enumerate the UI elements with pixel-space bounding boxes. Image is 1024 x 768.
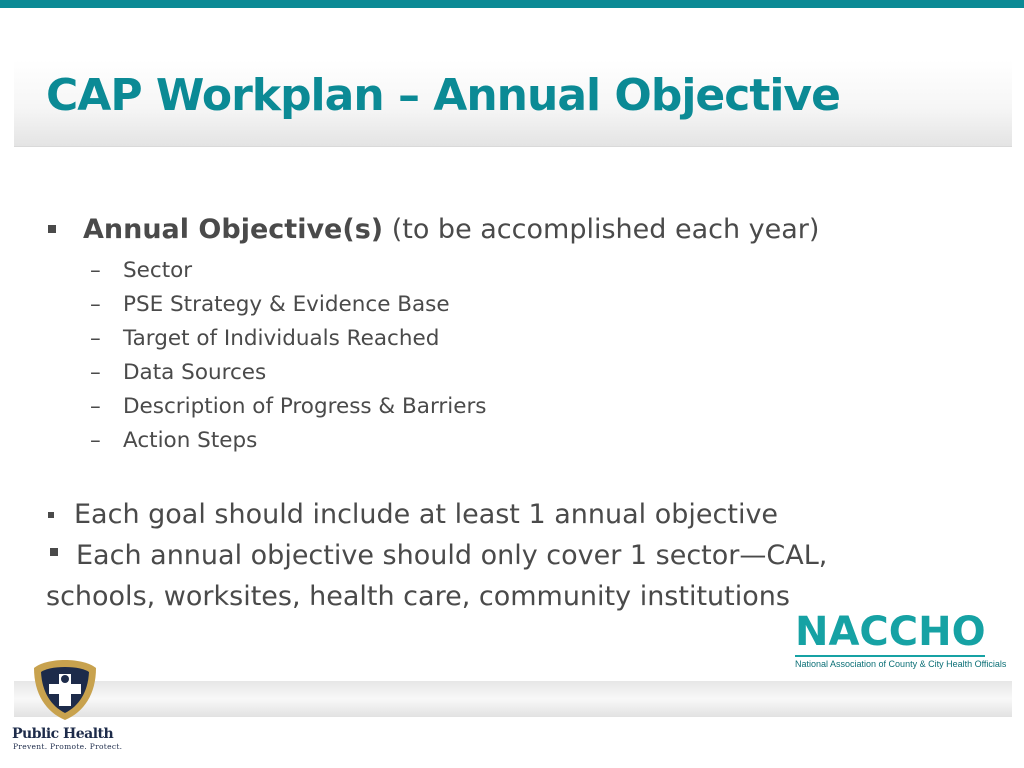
slide-title: CAP Workplan – Annual Objective (46, 70, 840, 121)
dash-icon: – (90, 428, 101, 453)
public-health-logo (12, 658, 122, 758)
bullet-sector-text-line1: Each annual objective should only cover 1 sector—CAL, (76, 540, 828, 571)
bullet-goal-text: Each goal should include at least 1 annual objective (74, 499, 779, 530)
list-item (46, 322, 946, 356)
sub-item-text: Description of Progress & Barriers (123, 394, 487, 419)
bullet-sector-continuation: schools, worksites, health care, community institutions (46, 581, 790, 612)
public-health-tagline: Prevent. Promote. Protect. (13, 742, 123, 751)
naccho-underline (795, 655, 985, 657)
dash-icon: – (90, 258, 101, 283)
square-bullet-icon (50, 548, 58, 556)
dash-icon: – (90, 360, 101, 385)
naccho-fullname: National Association of County & City Health Officials (795, 659, 1007, 669)
main-bullet (46, 210, 946, 250)
sub-item-text: Sector (123, 258, 193, 283)
sub-item-text: Action Steps (123, 428, 258, 453)
square-bullet-icon (48, 512, 54, 518)
naccho-wordmark: NACCHO (795, 609, 986, 655)
shield-icon (32, 658, 98, 722)
dash-icon: – (90, 394, 101, 419)
list-item (46, 254, 946, 288)
top-accent-bar (0, 0, 1024, 8)
main-bullet-rest: (to be accomplished each year) (383, 214, 820, 245)
bottom-band (14, 681, 1012, 717)
slide-content (46, 210, 946, 612)
main-bullet-text (83, 210, 819, 250)
square-bullet-icon (48, 225, 56, 233)
sub-item-text: PSE Strategy & Evidence Base (123, 292, 450, 317)
naccho-logo (795, 609, 1007, 669)
dash-icon: – (90, 326, 101, 351)
list-item (46, 288, 946, 322)
dash-icon: – (90, 292, 101, 317)
public-health-wordmark: Public Health (12, 726, 114, 742)
list-item (46, 356, 946, 390)
list-item (46, 390, 946, 424)
sub-item-text: Target of Individuals Reached (123, 326, 440, 351)
list-item (46, 424, 946, 458)
sub-bullet-list (46, 254, 946, 458)
sub-item-text: Data Sources (123, 360, 267, 385)
main-bullet-bold: Annual Objective(s) (83, 214, 384, 245)
